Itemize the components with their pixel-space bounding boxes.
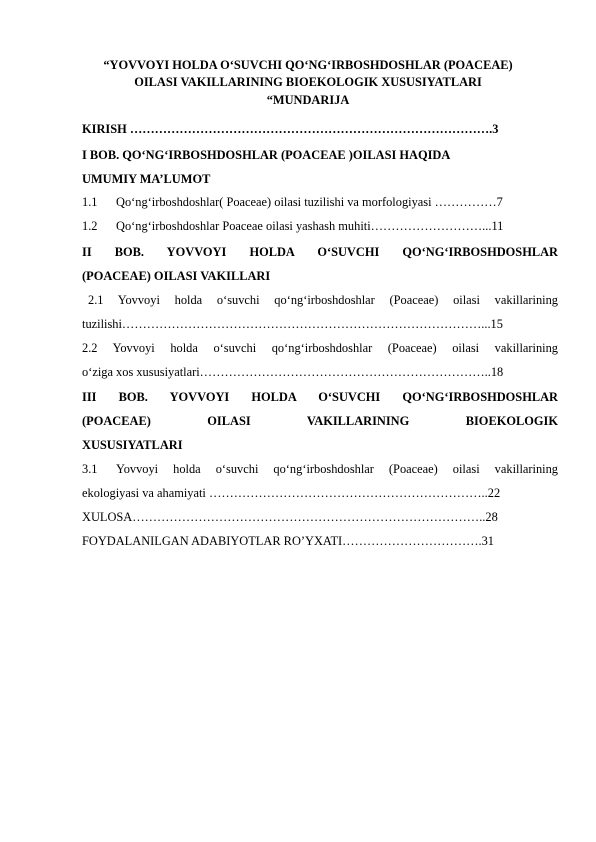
- toc-section-number: 1.1: [82, 195, 98, 209]
- toc-entry-conclusion: XULOSA…………………………………………………………………………..28: [82, 510, 498, 524]
- toc-entry-references: FOYDALANILGAN ADABIYOTLAR RO’YXATI…………………………….31: [82, 534, 494, 548]
- toc-chapter-1-line-1: I BOB. QO‘NG‘IRBOSHDOSHLAR (POACEAE )OILASI HAQIDA: [82, 148, 451, 162]
- toc-section-3-1-line-2: ekologiyasi va ahamiyati …………………………………………………………..22: [82, 486, 501, 500]
- toc-section-title: Qo‘ng‘irboshdoshlar Poaceae oilasi yashash muhiti………………………...11: [116, 219, 504, 233]
- toc-chapter-3-line-3: XUSUSIYATLARI: [82, 438, 183, 452]
- toc-section-title: Yovvoyi holda o‘suvchi qo‘ng‘irboshdoshlar (Poaceae) oilasi vakillarining: [116, 462, 558, 476]
- toc-entry-intro: KIRISH …………………………………………………………………………….3: [82, 122, 499, 136]
- toc-section-title: Qo‘ng‘irboshdoshlar( Poaceae) oilasi tuzilishi va morfologiyasi ……………7: [116, 195, 503, 209]
- toc-chapter-2-line-1: II BOB. YOVVOYI HOLDA O‘SUVCHI QO‘NG‘IRBOSHDOSHLAR: [82, 245, 558, 259]
- toc-chapter-3-line-1: III BOB. YOVVOYI HOLDA O‘SUVCHI QO‘NG‘IRBOSHDOSHLAR: [82, 390, 558, 404]
- toc-section-1-1: [82, 193, 558, 211]
- toc-section-2-2-line-2: o‘ziga xos xususiyatlari……………………………………………………………..18: [82, 365, 504, 379]
- toc-chapter-2-line-2: (POACEAE) OILASI VAKILLARI: [82, 269, 271, 283]
- toc-section-number: 1.2: [82, 219, 98, 233]
- toc-section-2-2-line-1: 2.2 Yovvoyi holda o‘suvchi qo‘ng‘irboshdoshlar (Poaceae) oilasi vakillarining: [82, 341, 558, 355]
- toc-chapter-3-line-2: (POACEAE) OILASI VAKILLARINING BIOEKOLOGIK: [82, 414, 558, 428]
- toc-section-number: 3.1: [82, 462, 98, 476]
- document-title-line-1: “YOVVOYI HOLDA O‘SUVCHI QO‘NG‘IRBOSHDOSHLAR (POACEAE): [103, 58, 513, 72]
- toc-section-1-2: [82, 217, 558, 235]
- toc-section-2-1-line-2: tuzilishi……………………………………………………………………………...15: [82, 317, 503, 331]
- toc-section-3-1-line-1: [82, 460, 558, 478]
- document-title-line-2: OILASI VAKILLARINING BIOEKOLOGIK XUSUSIYATLARI: [134, 75, 482, 89]
- toc-chapter-1-line-2: UMUMIY MA’LUMOT: [82, 172, 211, 186]
- toc-section-2-1-line-1: 2.1 Yovvoyi holda o‘suvchi qo‘ng‘irboshdoshlar (Poaceae) oilasi vakillarining: [88, 293, 558, 307]
- contents-heading: “MUNDARIJA: [266, 93, 350, 107]
